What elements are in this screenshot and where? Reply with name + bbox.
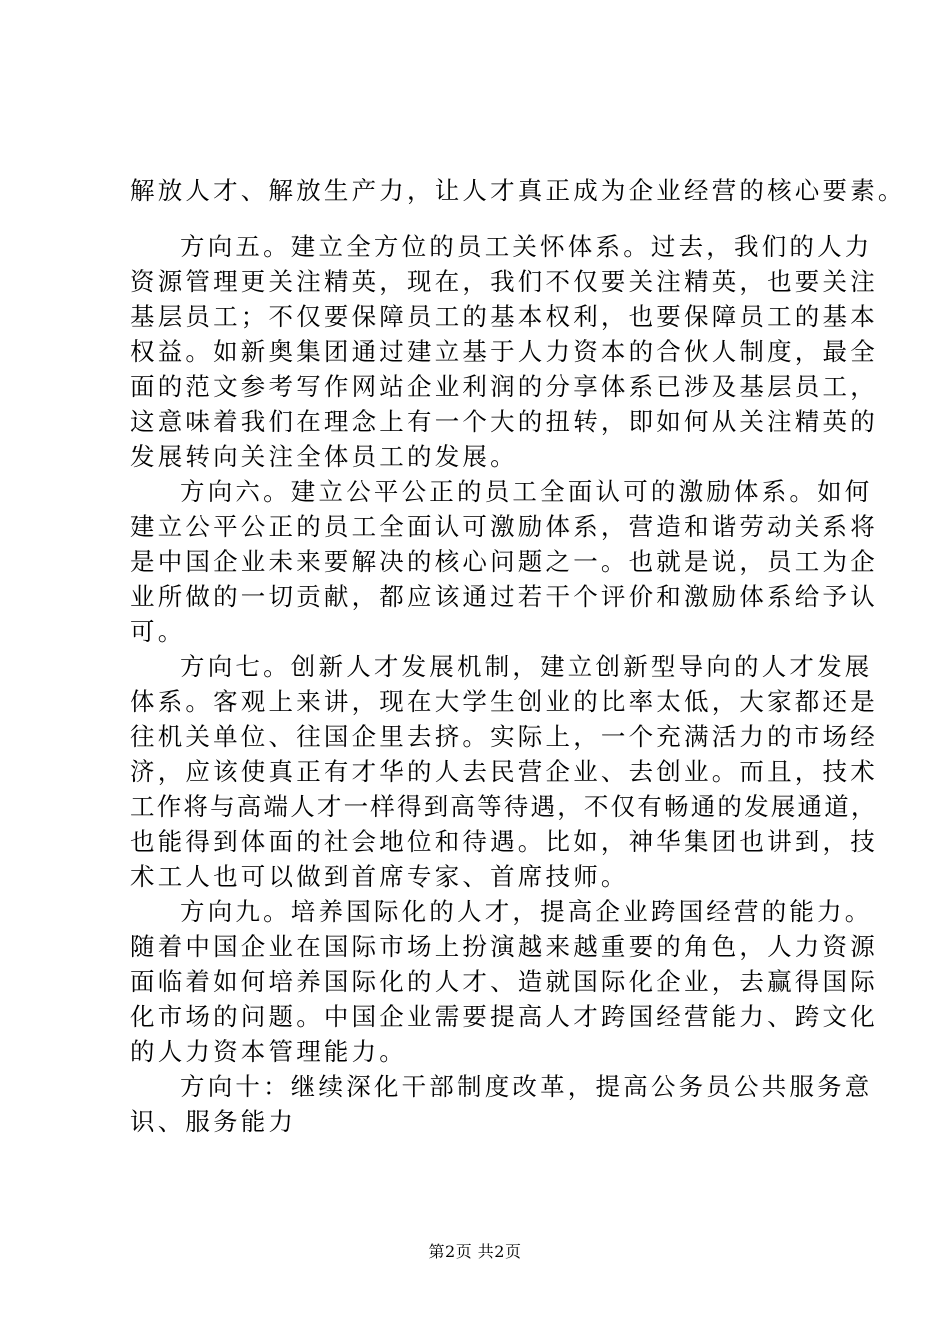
- text-line: 随着中国企业在国际市场上扮演越来越重要的角色，人力资源: [130, 932, 878, 961]
- text-line: 是中国企业未来要解决的核心问题之一。也就是说，员工为企: [130, 547, 878, 576]
- text-line: 工作将与高端人才一样得到高等待遇，不仅有畅通的发展通道，: [130, 792, 878, 821]
- text-line: 权益。如新奥集团通过建立基于人力资本的合伙人制度，最全: [130, 337, 878, 366]
- text-line: 术工人也可以做到首席专家、首席技师。: [130, 862, 629, 891]
- paragraph-first-line: 方向七。创新人才发展机制，建立创新型导向的人才发展: [180, 652, 873, 681]
- text-line: 也能得到体面的社会地位和待遇。比如，神华集团也讲到，技: [130, 827, 878, 856]
- text-line: 解放人才、解放生产力，让人才真正成为企业经营的核心要素。: [130, 176, 906, 205]
- text-line: 这意味着我们在理念上有一个大的扭转，即如何从关注精英的: [130, 407, 878, 436]
- paragraph-first-line: 方向五。建立全方位的员工关怀体系。过去，我们的人力: [180, 232, 873, 261]
- text-line: 体系。客观上来讲，现在大学生创业的比率太低，大家都还是: [130, 687, 878, 716]
- text-line: 发展转向关注全体员工的发展。: [130, 442, 518, 471]
- text-line: 识、服务能力: [130, 1107, 297, 1136]
- text-line: 业所做的一切贡献，都应该通过若干个评价和激励体系给予认: [130, 582, 878, 611]
- paragraph-first-line: 方向六。建立公平公正的员工全面认可的激励体系。如何: [180, 477, 873, 506]
- text-line: 可。: [130, 617, 186, 646]
- text-line: 济，应该使真正有才华的人去民营企业、去创业。而且，技术: [130, 757, 878, 786]
- text-line: 基层员工；不仅要保障员工的基本权利，也要保障员工的基本: [130, 302, 878, 331]
- paragraph-first-line: 方向九。培养国际化的人才，提高企业跨国经营的能力。: [180, 897, 873, 926]
- text-line: 面临着如何培养国际化的人才、造就国际化企业，去赢得国际: [130, 967, 878, 996]
- paragraph-first-line: 方向十：继续深化干部制度改革，提高公务员公共服务意: [180, 1072, 873, 1101]
- text-line: 化市场的问题。中国企业需要提高人才跨国经营能力、跨文化: [130, 1002, 878, 1031]
- text-line: 面的范文参考写作网站企业利润的分享体系已涉及基层员工，: [130, 372, 878, 401]
- page-number-footer: 第2页 共2页: [428, 1242, 522, 1261]
- text-line: 往机关单位、往国企里去挤。实际上，一个充满活力的市场经: [130, 722, 878, 751]
- text-line: 资源管理更关注精英，现在，我们不仅要关注精英，也要关注: [130, 267, 878, 296]
- text-line: 的人力资本管理能力。: [130, 1037, 407, 1066]
- text-line: 建立公平公正的员工全面认可激励体系，营造和谐劳动关系将: [130, 512, 878, 541]
